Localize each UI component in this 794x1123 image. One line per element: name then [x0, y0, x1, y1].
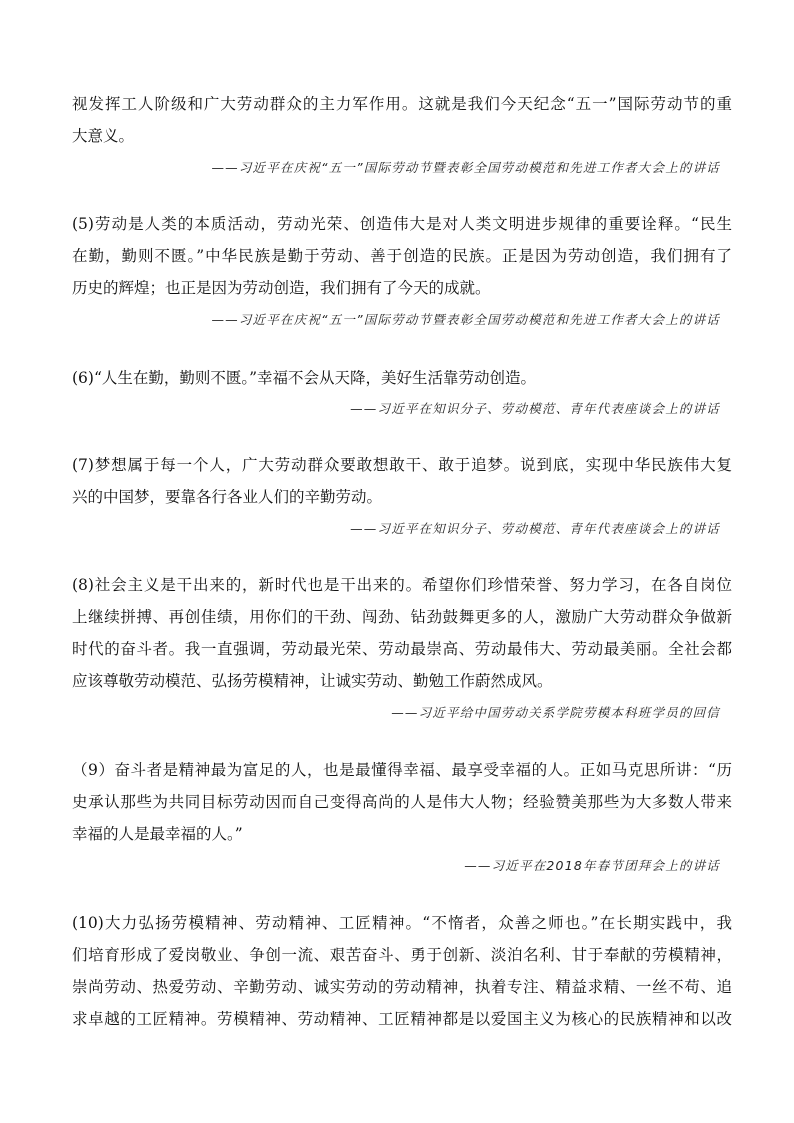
- paragraph-line: (8)社会主义是干出来的，新时代也是干出来的。希望你们珍惜荣誉、努力学习，在各自岗位: [72, 576, 732, 594]
- quote-source: ——习近平在庆祝“五一”国际劳动节暨表彰全国劳动模范和先进工作者大会上的讲话: [211, 160, 720, 175]
- paragraph-line: 历史的辉煌；也正是因为劳动创造，我们拥有了今天的成就。: [72, 279, 491, 297]
- paragraph-line: 大意义。: [72, 127, 135, 145]
- quote-source: ——习近平在知识分子、劳动模范、青年代表座谈会上的讲话: [350, 521, 720, 536]
- paragraph-line: (5)劳动是人类的本质活动，劳动光荣、创造伟大是对人类文明进步规律的重要诠释。“民生: [72, 215, 732, 233]
- quote-source: ——习近平在知识分子、劳动模范、青年代表座谈会上的讲话: [350, 401, 720, 416]
- paragraph-line: 求卓越的工匠精神。劳模精神、劳动精神、工匠精神都是以爱国主义为核心的民族精神和以改: [72, 1010, 732, 1028]
- paragraph-line: 时代的奋斗者。我一直强调，劳动最光荣、劳动最崇高、劳动最伟大、劳动最美丽。全社会都: [72, 640, 732, 658]
- paragraph-line: 兴的中国梦，要靠各行各业人们的辛勤劳动。: [72, 488, 383, 506]
- paragraph-line: 们培育形成了爱岗敬业、争创一流、艰苦奋斗、勇于创新、淡泊名利、甘于奉献的劳模精神，: [72, 946, 732, 964]
- quote-source: ——习近平在2018年春节团拜会上的讲话: [464, 858, 720, 873]
- paragraph-line: (6)“人生在勤，勤则不匮。”幸福不会从天降，美好生活靠劳动创造。: [72, 369, 537, 387]
- quote-source: ——习近平在庆祝“五一”国际劳动节暨表彰全国劳动模范和先进工作者大会上的讲话: [211, 312, 720, 327]
- paragraph-line: 上继续拼搏、再创佳绩，用你们的干劲、闯劲、钻劲鼓舞更多的人，激励广大劳动群众争做新: [72, 608, 732, 626]
- paragraph-line: 视发挥工人阶级和广大劳动群众的主力军作用。这就是我们今天纪念“五一”国际劳动节的重: [72, 95, 732, 113]
- paragraph-line: 史承认那些为共同目标劳动因而自己变得高尚的人是伟大人物；经验赞美那些为大多数人带来: [72, 793, 732, 811]
- paragraph-line: 崇尚劳动、热爱劳动、辛勤劳动、诚实劳动的劳动精神，执着专注、精益求精、一丝不苟、追: [72, 978, 732, 996]
- paragraph-line: （9）奋斗者是精神最为富足的人，也是最懂得幸福、最享受幸福的人。正如马克思所讲：“历: [72, 761, 732, 779]
- quote-source: ——习近平给中国劳动关系学院劳模本科班学员的回信: [391, 705, 720, 720]
- paragraph-line: 幸福的人是最幸福的人。”: [72, 825, 243, 843]
- paragraph-line: 在勤，勤则不匮。”中华民族是勤于劳动、善于创造的民族。正是因为劳动创造，我们拥有了: [72, 247, 732, 265]
- paragraph-line: 应该尊敬劳动模范、弘扬劳模精神，让诚实劳动、勤勉工作蔚然成风。: [72, 672, 553, 690]
- paragraph-line: (7)梦想属于每一个人，广大劳动群众要敢想敢干、敢于追梦。说到底，实现中华民族伟大复: [72, 456, 732, 474]
- paragraph-line: (10)大力弘扬劳模精神、劳动精神、工匠精神。“不惰者，众善之师也。”在长期实践中，我: [72, 914, 732, 932]
